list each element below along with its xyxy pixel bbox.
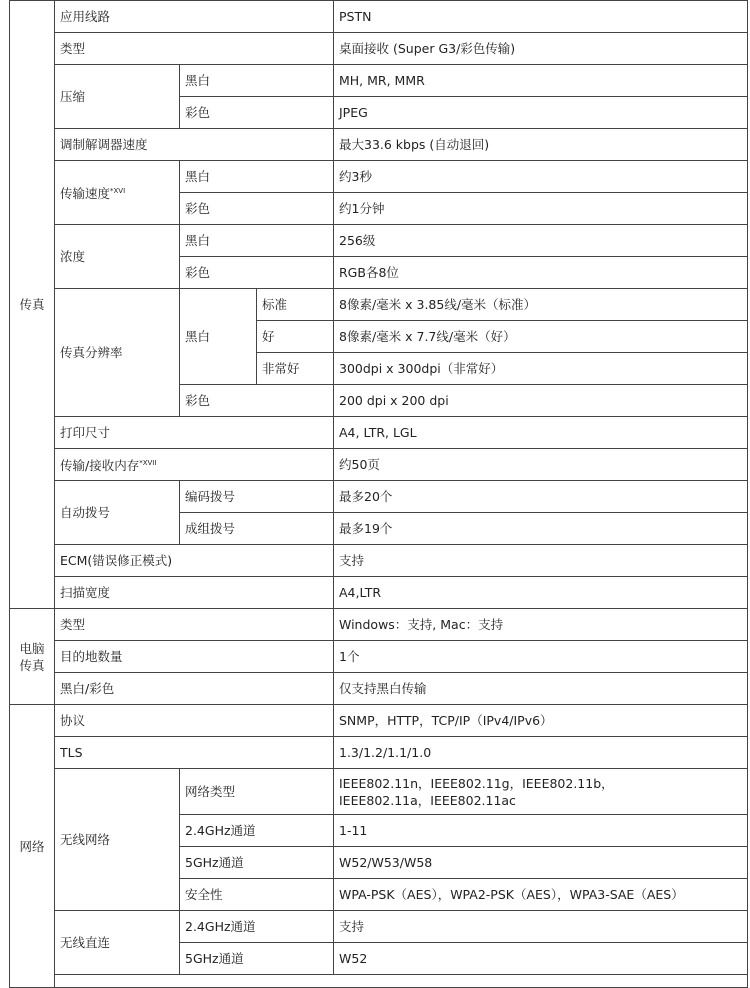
row-label: 扫描宽度	[55, 577, 334, 609]
row-label: 类型	[55, 609, 334, 641]
row-value: 最多20个	[334, 481, 748, 513]
row-label: 无线直连	[55, 911, 180, 975]
sub-label: 黑白	[180, 225, 334, 257]
row-label	[55, 449, 334, 481]
value-line: IEEE802.11n，IEEE802.11g，IEEE802.11b，	[339, 775, 614, 791]
footnote-marker: *XVII	[139, 458, 157, 467]
table-row	[10, 975, 748, 988]
row-value: WPA-PSK（AES），WPA2-PSK（AES），WPA3-SAE（AES）	[334, 879, 748, 911]
sub-label: 黑白	[180, 65, 334, 97]
row-label: TLS	[55, 737, 334, 769]
row-value: JPEG	[334, 97, 748, 129]
row-label: 协议	[55, 705, 334, 737]
sub-label: 5GHz通道	[180, 943, 334, 975]
table-edge-row	[55, 975, 748, 988]
row-value: 1-11	[334, 815, 748, 847]
row-label: 类型	[55, 33, 334, 65]
row-value: A4,LTR	[334, 577, 748, 609]
row-value: SNMP，HTTP，TCP/IP（IPv4/IPv6）	[334, 705, 748, 737]
row-value: 200 dpi x 200 dpi	[334, 385, 748, 417]
sub-label: 成组拨号	[180, 513, 334, 545]
row-label: 打印尺寸	[55, 417, 334, 449]
table-row	[10, 641, 748, 673]
sub-label: 黑白	[180, 289, 257, 385]
table-row	[10, 577, 748, 609]
table-row	[10, 161, 748, 193]
table-row	[10, 289, 748, 321]
table-row	[10, 705, 748, 737]
row-label: ECM(错误修正模式)	[55, 545, 334, 577]
row-label: 目的地数量	[55, 641, 334, 673]
row-value: 支持	[334, 911, 748, 943]
category-line: 电脑	[19, 640, 45, 656]
row-value: 仅支持黑白传输	[334, 673, 748, 705]
sub-label: 黑白	[180, 161, 334, 193]
table-row	[10, 673, 748, 705]
row-value: Windows：支持, Mac：支持	[334, 609, 748, 641]
row-value: 256级	[334, 225, 748, 257]
table-row	[10, 225, 748, 257]
category-pc-fax	[10, 609, 55, 705]
sub-label: 5GHz通道	[180, 847, 334, 879]
row-label-text: 传输/接收内存	[60, 458, 140, 474]
row-value: 8像素/毫米 x 3.85线/毫米（标准）	[334, 289, 748, 321]
row-value: RGB各8位	[334, 257, 748, 289]
sub-label: 彩色	[180, 257, 334, 289]
spec-table	[9, 0, 748, 988]
sub-sub-label: 非常好	[257, 353, 334, 385]
row-label: 调制解调器速度	[55, 129, 334, 161]
sub-sub-label: 标准	[257, 289, 334, 321]
sub-label: 彩色	[180, 97, 334, 129]
row-value: 桌面接收 (Super G3/彩色传输)	[334, 33, 748, 65]
row-value: MH, MR, MMR	[334, 65, 748, 97]
table-row	[10, 33, 748, 65]
row-value: 约50页	[334, 449, 748, 481]
table-row	[10, 449, 748, 481]
row-value: 支持	[334, 545, 748, 577]
sub-label: 2.4GHz通道	[180, 815, 334, 847]
row-label: 应用线路	[55, 1, 334, 33]
table-row	[10, 1, 748, 33]
category-line: 传真	[19, 657, 45, 673]
table-row	[10, 65, 748, 97]
sub-label: 彩色	[180, 193, 334, 225]
sub-label: 2.4GHz通道	[180, 911, 334, 943]
sub-label: 网络类型	[180, 769, 334, 815]
table-row	[10, 737, 748, 769]
row-label: 自动拨号	[55, 481, 180, 545]
row-value: 1.3/1.2/1.1/1.0	[334, 737, 748, 769]
footnote-marker: *XVI	[110, 186, 126, 195]
value-line: IEEE802.11a，IEEE802.11ac	[339, 792, 516, 808]
row-label: 压缩	[55, 65, 180, 129]
row-value: 1个	[334, 641, 748, 673]
row-label: 浓度	[55, 225, 180, 289]
sub-sub-label: 好	[257, 321, 334, 353]
row-value: 最大33.6 kbps (自动退回)	[334, 129, 748, 161]
row-value: 300dpi x 300dpi（非常好）	[334, 353, 748, 385]
row-label: 黑白/彩色	[55, 673, 334, 705]
table-row	[10, 609, 748, 641]
table-row	[10, 911, 748, 943]
sub-label: 编码拨号	[180, 481, 334, 513]
row-value: PSTN	[334, 1, 748, 33]
sub-label: 安全性	[180, 879, 334, 911]
row-value: W52/W53/W58	[334, 847, 748, 879]
row-value: W52	[334, 943, 748, 975]
table-row	[10, 417, 748, 449]
row-value: A4, LTR, LGL	[334, 417, 748, 449]
table-row	[10, 545, 748, 577]
row-label: 无线网络	[55, 769, 180, 911]
row-label-text: 传输速度	[60, 186, 111, 202]
table-row	[10, 129, 748, 161]
row-value	[334, 769, 748, 815]
row-value: 8像素/毫米 x 7.7线/毫米（好）	[334, 321, 748, 353]
row-value: 约3秒	[334, 161, 748, 193]
row-label	[55, 161, 180, 225]
table-row	[10, 769, 748, 815]
row-value: 约1分钟	[334, 193, 748, 225]
row-value: 最多19个	[334, 513, 748, 545]
table-row	[10, 481, 748, 513]
category-fax: 传真	[10, 1, 55, 609]
sub-label: 彩色	[180, 385, 334, 417]
row-label: 传真分辨率	[55, 289, 180, 417]
category-network: 网络	[10, 705, 55, 988]
